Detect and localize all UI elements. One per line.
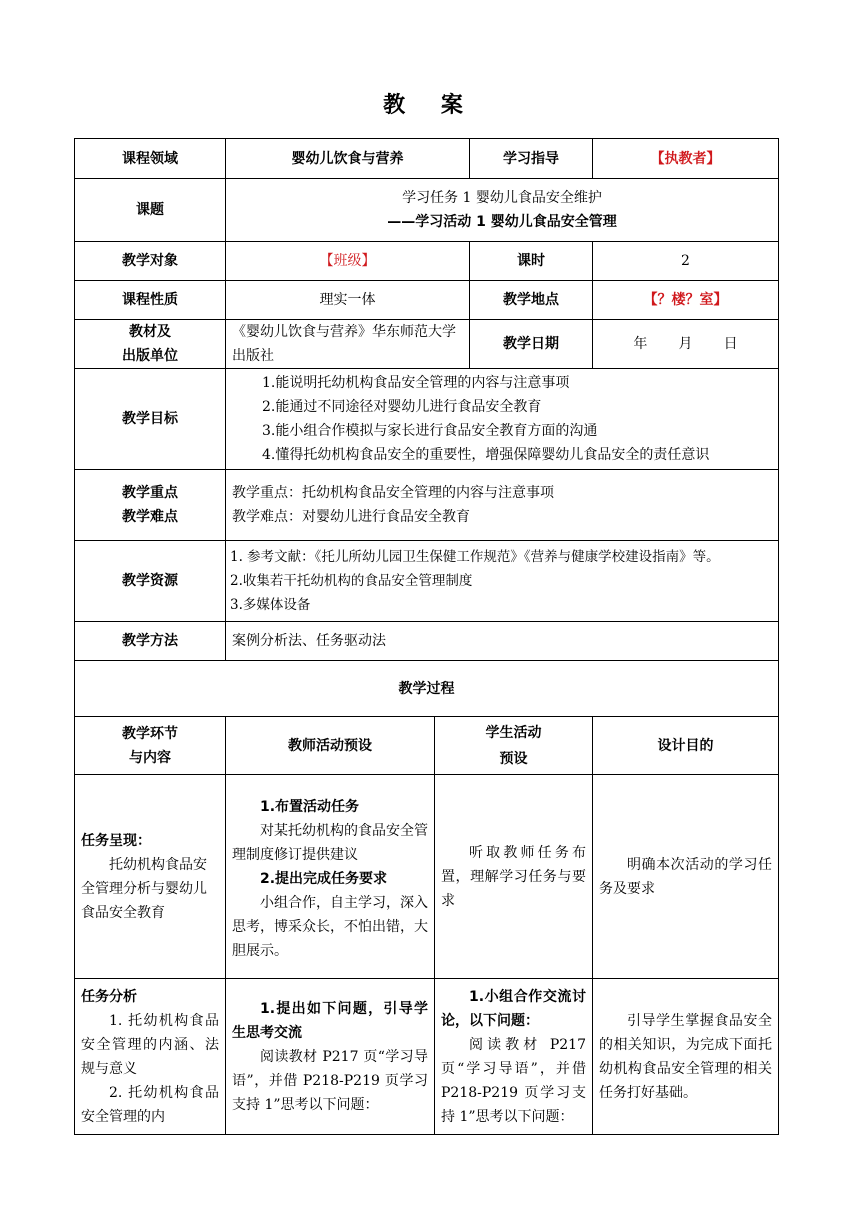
keypoints-content — [226, 470, 779, 541]
keypoints-label-line-1: 教学重点 — [122, 485, 178, 501]
row-process-title — [75, 661, 779, 717]
key-point: 教学重点：托幼机构食品安全管理的内容与注意事项 — [232, 485, 554, 501]
date-label: 教学日期 — [470, 320, 593, 369]
header-stage-line-2: 与内容 — [129, 749, 171, 766]
stage-item: 2. 托幼机构食品安全管理的内 — [81, 1084, 219, 1125]
difficulty-point: 教学难点：对婴幼儿进行食品安全教育 — [232, 509, 470, 525]
objective-item: 3.能小组合作模拟与家长进行食品安全教育方面的沟通 — [262, 423, 598, 439]
objectives-list — [226, 369, 779, 470]
nature-label: 课程性质 — [75, 281, 226, 320]
textbook-label-line-2: 出版单位 — [122, 348, 178, 364]
textbook-label-line-1: 教材及 — [129, 324, 171, 340]
task-analysis-stage — [75, 979, 226, 1135]
task-analysis-student — [435, 979, 593, 1135]
row-task-analysis — [75, 979, 779, 1135]
page-title: 教 案 — [383, 93, 477, 118]
teacher-paragraph: 小组合作，自主学习，深入思考，博采众长，不怕出错，大胆展示。 — [232, 894, 428, 959]
stage-text: 托幼机构食品安全管理分析与婴幼儿食品安全教育 — [81, 856, 207, 921]
row-textbook — [75, 320, 779, 369]
resources-label: 教学资源 — [75, 541, 226, 622]
process-title: 教学过程 — [75, 661, 779, 717]
header-student-line-1: 学生活动 — [485, 724, 542, 741]
objective-item: 2.能通过不同途径对婴幼儿进行食品安全教育 — [262, 399, 542, 415]
header-stage-line-1: 教学环节 — [122, 725, 178, 742]
teacher-paragraph: 阅读教材 P217 页“学习导语”，并借 P218-P219 页学习支持 1”思考以下问题： — [232, 1048, 428, 1113]
row-task-presentation — [75, 775, 779, 979]
header-teacher: 教师活动预设 — [226, 717, 435, 775]
header-student-line-2: 预设 — [499, 750, 528, 767]
task-presentation-purpose: 明确本次活动的学习任务及要求 — [593, 775, 779, 979]
row-methods — [75, 622, 779, 661]
teacher-heading: 2.提出完成任务要求 — [260, 870, 388, 887]
course-field-label: 课程领域 — [75, 139, 226, 179]
student-heading: 1.小组合作交流讨论，以下问题： — [441, 988, 586, 1029]
resource-item: 2.收集若干托幼机构的食品安全管理制度 — [230, 573, 473, 589]
target-value: 【班级】 — [226, 242, 470, 281]
task-presentation-teacher — [226, 775, 435, 979]
resources-list — [226, 541, 779, 622]
date-value: 年 月 日 — [593, 320, 779, 369]
row-nature — [75, 281, 779, 320]
objective-item: 1.能说明托幼机构食品安全管理的内容与注意事项 — [262, 375, 570, 391]
row-target — [75, 242, 779, 281]
resource-item: 1. 参考文献：《托儿所幼儿园卫生保健工作规范》《营养与健康学校建设指南》等。 — [230, 549, 720, 565]
task-analysis-purpose: 引导学生掌握食品安全的相关知识，为完成下面托幼机构食品安全管理的相关任务打好基础。 — [593, 979, 779, 1135]
textbook-value: 《婴幼儿饮食与营养》华东师范大学出版社 — [226, 320, 470, 369]
objectives-label: 教学目标 — [75, 369, 226, 470]
header-purpose: 设计目的 — [593, 717, 779, 775]
guide-label: 学习指导 — [470, 139, 593, 179]
textbook-label — [75, 320, 226, 369]
header-student — [435, 717, 593, 775]
lesson-plan-table — [74, 138, 779, 1135]
stage-title: 任务呈现： — [81, 832, 151, 849]
row-objectives — [75, 369, 779, 470]
student-paragraph: 阅读教材 P217 页“学习导语”，并借 P218-P219 页学习支持 1”思考以下问题： — [441, 1036, 586, 1125]
row-process-headers — [75, 717, 779, 775]
stage-title: 任务分析 — [81, 988, 137, 1005]
stage-item: 1. 托幼机构食品安全管理的内涵、法规与意义 — [81, 1012, 219, 1077]
topic-value — [226, 179, 779, 242]
row-resources — [75, 541, 779, 622]
header-stage — [75, 717, 226, 775]
nature-value: 理实一体 — [226, 281, 470, 320]
methods-label: 教学方法 — [75, 622, 226, 661]
teacher-heading: 1.提出如下问题，引导学生思考交流 — [232, 1000, 428, 1041]
task-analysis-teacher — [226, 979, 435, 1135]
keypoints-label-line-2: 教学难点 — [122, 509, 178, 525]
teacher-heading: 1.布置活动任务 — [260, 798, 360, 815]
course-field-value: 婴幼儿饮食与营养 — [226, 139, 470, 179]
row-topic — [75, 179, 779, 242]
hours-value: 2 — [593, 242, 779, 281]
methods-value: 案例分析法、任务驱动法 — [226, 622, 779, 661]
row-keypoints — [75, 470, 779, 541]
place-value: 【？楼？室】 — [593, 281, 779, 320]
topic-label: 课题 — [75, 179, 226, 242]
topic-line-1: 学习任务 1 婴幼儿食品安全维护 — [402, 190, 602, 206]
teacher-paragraph: 对某托幼机构的食品安全管理制度修订提供建议 — [232, 822, 428, 863]
objective-item: 4.懂得托幼机构食品安全的重要性，增强保障婴幼儿食品安全的责任意识 — [262, 447, 710, 463]
resource-item: 3.多媒体设备 — [230, 597, 311, 613]
place-label: 教学地点 — [470, 281, 593, 320]
task-presentation-student: 听取教师任务布置，理解学习任务与要求 — [435, 775, 593, 979]
row-course-field — [75, 139, 779, 179]
hours-label: 课时 — [470, 242, 593, 281]
topic-line-2: ——学习活动 1 婴幼儿食品安全管理 — [387, 214, 617, 230]
task-presentation-stage — [75, 775, 226, 979]
guide-value: 【执教者】 — [593, 139, 779, 179]
target-label: 教学对象 — [75, 242, 226, 281]
keypoints-label — [75, 470, 226, 541]
